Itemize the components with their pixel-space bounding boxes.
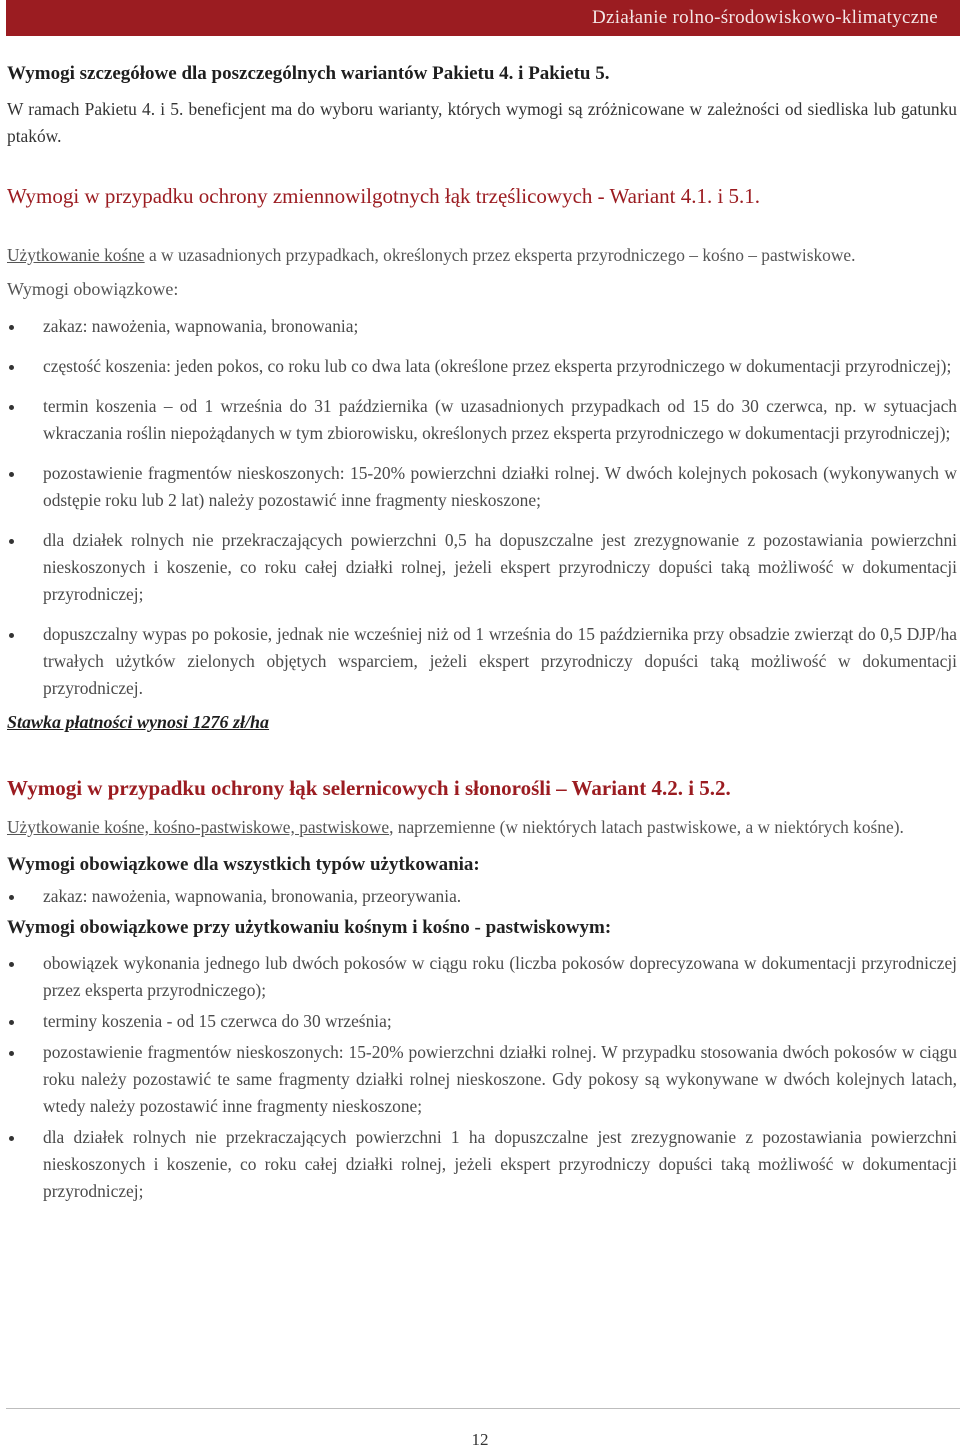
list-item: dla działek rolnych nie przekraczających powierzchni 1 ha dopuszczalne jest zrezygnowanie z pozostawiania powierzchni nieskoszonych i koszenie, co roku całej działki rolnej, jeżeli ekspert przyrodniczy dopuści taką możliwość w dokumentacji przyrodniczej; (7, 1124, 957, 1205)
list-item: obowiązek wykonania jednego lub dwóch pokosów w ciągu roku (liczba pokosów doprecyzowana w dokumentacji przyrodniczej przez eksperta przyrodniczego); (7, 950, 957, 1004)
variant2-usage-rest: , naprzemienne (w niektórych latach pastwiskowe, a w niektórych kośne). (389, 817, 904, 837)
page-content (7, 60, 957, 1209)
variant1-requirements-heading: Wymogi obowiązkowe: (7, 279, 179, 299)
variant2-usage (7, 814, 957, 841)
list-item: dopuszczalny wypas po pokosie, jednak nie wcześniej niż od 1 września do 15 października przy obsadzie zwierząt do 0,5 DJP/ha trwałych użytków zielonych objętych wsparciem, jeżeli ekspert przyrodniczy dopuści taką możliwość w dokumentacji przyrodniczej. (7, 621, 957, 702)
variant2-usage-underlined: Użytkowanie kośne, kośno-pastwiskowe, pastwiskowe (7, 817, 390, 837)
variant2-all-types-list (7, 883, 957, 910)
variant2-all-types-heading: Wymogi obowiązkowe dla wszystkich typów użytkowania: (7, 854, 480, 875)
variant2-mowing-heading: Wymogi obowiązkowe przy użytkowaniu kośnym i kośno - pastwiskowym: (7, 917, 612, 938)
list-item: częstość koszenia: jeden pokos, co roku lub co dwa lata (określone przez eksperta przyrodniczego w dokumentacji przyrodniczej); (7, 353, 957, 380)
variant1-usage (7, 242, 957, 269)
variant1-heading: Wymogi w przypadku ochrony zmiennowilgotnych łąk trzęślicowych - Wariant 4.1. i 5.1. (7, 184, 761, 208)
list-item: pozostawienie fragmentów nieskoszonych: 15-20% powierzchni działki rolnej. W przypadku stosowania dwóch pokosów w ciągu roku należy pozostawić te same fragmenty działki rolnej nieskoszone. Gdy pokosy są wykonywane w dwóch kolejnych latach, wtedy należy pozostawić inne fragmenty nieskoszone; (7, 1039, 957, 1120)
payment-rate: Stawka płatności wynosi 1276 zł/ha (7, 712, 270, 732)
header-title: Działanie rolno-środowiskowo-klimatyczne (592, 7, 938, 28)
list-item: zakaz: nawożenia, wapnowania, bronowania, przeorywania. (7, 883, 957, 910)
section-title: Wymogi szczegółowe dla poszczególnych wariantów Pakietu 4. i Pakietu 5. (7, 63, 610, 84)
intro-paragraph: W ramach Pakietu 4. i 5. beneficjent ma do wyboru warianty, których wymogi są zróżnicowane w zależności od siedliska lub gatunku ptaków. (7, 99, 957, 146)
list-item: zakaz: nawożenia, wapnowania, bronowania; (7, 313, 957, 340)
footer-divider (6, 1408, 960, 1409)
page-number: 12 (471, 1430, 489, 1449)
list-item: pozostawienie fragmentów nieskoszonych: 15-20% powierzchni działki rolnej. W dwóch kolejnych pokosach (wykonywanych w odstępie roku lub 2 lat) należy pozostawić inne fragmenty nieskoszone; (7, 460, 957, 514)
variant2-mowing-list (7, 950, 957, 1205)
list-item: termin koszenia – od 1 września do 31 października (w uzasadnionych przypadkach od 15 do 30 czerwca, np. w sytuacjach wkraczania roślin niepożądanych w tym zbiorowisku, określonych przez eksperta przyrodniczego w dokumentacji przyrodniczej); (7, 393, 957, 447)
variant2-heading: Wymogi w przypadku ochrony łąk selernicowych i słonorośli – Wariant 4.2. i 5.2. (7, 776, 731, 800)
header-bar (6, 0, 960, 36)
variant1-usage-underlined: Użytkowanie kośne (7, 245, 145, 265)
variant1-requirements-list (7, 313, 957, 702)
list-item: dla działek rolnych nie przekraczających powierzchni 0,5 ha dopuszczalne jest zrezygnowanie z pozostawiania powierzchni nieskoszonych i koszenie, co roku całej działki rolnej, jeżeli ekspert przyrodniczy dopuści taką możliwość w dokumentacji przyrodniczej; (7, 527, 957, 608)
variant1-usage-rest: a w uzasadnionych przypadkach, określonych przez eksperta przyrodniczego – kośno – pastwiskowe. (144, 245, 856, 265)
list-item: terminy koszenia - od 15 czerwca do 30 września; (7, 1008, 957, 1035)
